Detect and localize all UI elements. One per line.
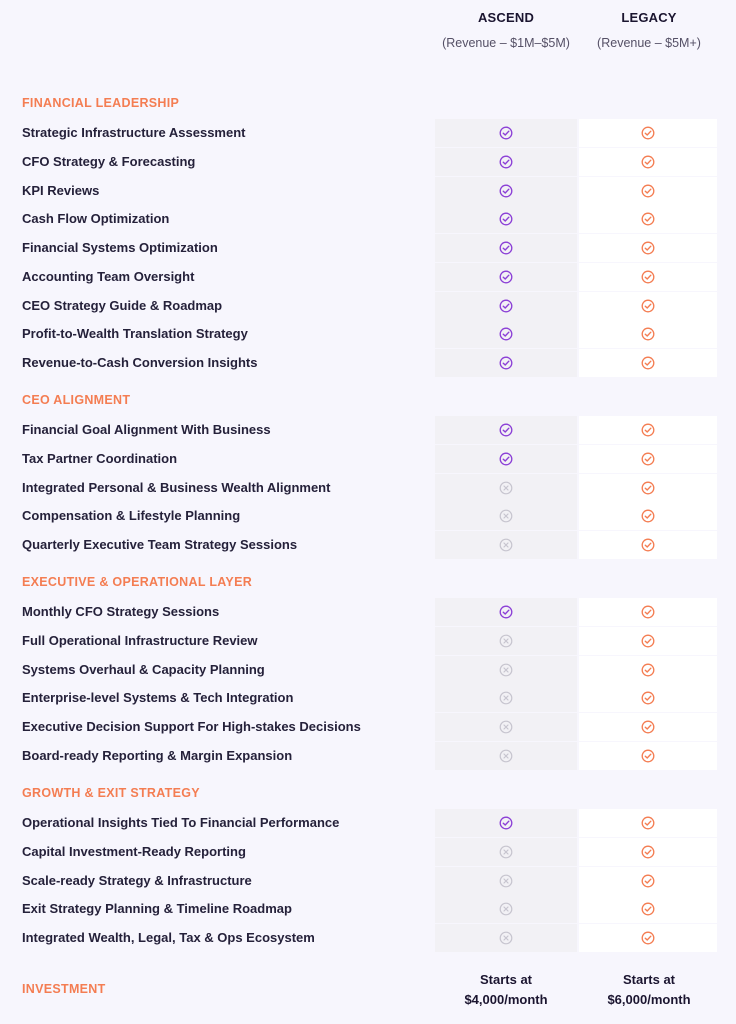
feature-row xyxy=(0,292,736,320)
plan-header-legacy xyxy=(578,10,720,53)
feature-row xyxy=(0,416,736,444)
feature-row xyxy=(0,684,736,712)
plan-subtitle-ascend: (Revenue – $1M–$5M) xyxy=(442,36,570,50)
feature-row xyxy=(0,445,736,473)
investment-row xyxy=(0,966,736,1016)
feature-row xyxy=(0,234,736,262)
ascend-check-icon xyxy=(435,809,577,837)
feature-row xyxy=(0,924,736,952)
legacy-check-icon xyxy=(579,148,717,176)
feature-row xyxy=(0,838,736,866)
feature-row xyxy=(0,205,736,233)
feature-row xyxy=(0,598,736,626)
plan-name-legacy: LEGACY xyxy=(621,10,677,25)
feature-label: Financial Goal Alignment With Business xyxy=(22,422,271,437)
legacy-check-icon xyxy=(579,177,717,205)
feature-row xyxy=(0,474,736,502)
section-title: EXECUTIVE & OPERATIONAL LAYER xyxy=(22,575,253,589)
feature-label: Profit-to-Wealth Translation Strategy xyxy=(22,326,248,342)
section-title: CEO ALIGNMENT xyxy=(22,393,131,407)
feature-row xyxy=(0,320,736,348)
plan-header-ascend xyxy=(435,10,577,53)
ascend-check-icon xyxy=(435,598,577,626)
legacy-check-icon xyxy=(579,445,717,473)
ascend-check-icon xyxy=(435,234,577,262)
legacy-check-icon xyxy=(579,684,717,712)
ascend-not-included-icon xyxy=(435,924,577,952)
ascend-check-icon xyxy=(435,119,577,147)
legacy-check-icon xyxy=(579,809,717,837)
ascend-check-icon xyxy=(435,349,577,377)
feature-label: Operational Insights Tied To Financial Performance xyxy=(22,815,340,830)
feature-row xyxy=(0,263,736,291)
legacy-check-icon xyxy=(579,349,717,377)
ascend-check-icon xyxy=(435,263,577,291)
feature-row xyxy=(0,656,736,684)
ascend-not-included-icon xyxy=(435,502,577,530)
legacy-check-icon xyxy=(579,598,717,626)
feature-label: CEO Strategy Guide & Roadmap xyxy=(22,297,223,313)
price-ascend-prefix: Starts at xyxy=(479,972,533,987)
section-title: GROWTH & EXIT STRATEGY xyxy=(22,786,200,800)
feature-label: Full Operational Infrastructure Review xyxy=(22,632,258,648)
feature-row xyxy=(0,895,736,923)
feature-row xyxy=(0,742,736,770)
feature-label: Cash Flow Optimization xyxy=(22,211,170,227)
ascend-not-included-icon xyxy=(435,838,577,866)
feature-label: Board-ready Reporting & Margin Expansion xyxy=(22,747,293,763)
legacy-check-icon xyxy=(579,895,717,923)
feature-label: Accounting Team Oversight xyxy=(22,268,195,284)
feature-row xyxy=(0,713,736,741)
feature-row xyxy=(0,148,736,176)
legacy-check-icon xyxy=(579,502,717,530)
legacy-check-icon xyxy=(579,292,717,320)
ascend-check-icon xyxy=(435,205,577,233)
feature-label: Systems Overhaul & Capacity Planning xyxy=(22,661,265,677)
feature-label: Scale-ready Strategy & Infrastructure xyxy=(22,872,252,888)
ascend-check-icon xyxy=(435,445,577,473)
section-title: FINANCIAL LEADERSHIP xyxy=(22,96,180,110)
ascend-check-icon xyxy=(435,148,577,176)
feature-row xyxy=(0,627,736,655)
feature-label: Integrated Personal & Business Wealth Alignment xyxy=(22,479,331,495)
feature-label: Revenue-to-Cash Conversion Insights xyxy=(22,355,258,370)
feature-label: Integrated Wealth, Legal, Tax & Ops Ecosystem xyxy=(22,930,315,945)
legacy-check-icon xyxy=(579,627,717,655)
feature-label: KPI Reviews xyxy=(22,182,100,198)
feature-label: Executive Decision Support For High-stakes Decisions xyxy=(22,719,361,734)
feature-row xyxy=(0,177,736,205)
legacy-check-icon xyxy=(579,838,717,866)
feature-label: Strategic Infrastructure Assessment xyxy=(22,125,246,140)
legacy-check-icon xyxy=(579,713,717,741)
plan-name-ascend: ASCEND xyxy=(477,10,535,25)
feature-label: Tax Partner Coordination xyxy=(22,450,178,466)
feature-label: Exit Strategy Planning & Timeline Roadmap xyxy=(22,901,292,917)
feature-label: Monthly CFO Strategy Sessions xyxy=(22,604,220,619)
ascend-not-included-icon xyxy=(435,713,577,741)
legacy-check-icon xyxy=(579,924,717,952)
legacy-check-icon xyxy=(579,205,717,233)
legacy-check-icon xyxy=(579,119,717,147)
feature-label: Financial Systems Optimization xyxy=(22,240,218,255)
price-ascend xyxy=(435,970,577,1010)
ascend-not-included-icon xyxy=(435,742,577,770)
price-legacy xyxy=(578,970,720,1010)
feature-label: Quarterly Executive Team Strategy Sessions xyxy=(22,537,298,552)
ascend-check-icon xyxy=(435,292,577,320)
price-legacy-prefix: Starts at xyxy=(622,972,676,987)
price-ascend-amount: $4,000/month xyxy=(464,992,548,1007)
legacy-check-icon xyxy=(579,320,717,348)
legacy-check-icon xyxy=(579,263,717,291)
feature-row xyxy=(0,867,736,895)
legacy-check-icon xyxy=(579,474,717,502)
ascend-not-included-icon xyxy=(435,531,577,559)
legacy-check-icon xyxy=(579,234,717,262)
feature-row xyxy=(0,502,736,530)
ascend-check-icon xyxy=(435,177,577,205)
feature-label: Compensation & Lifestyle Planning xyxy=(22,508,241,524)
feature-label: Enterprise-level Systems & Tech Integration xyxy=(22,690,294,706)
legacy-check-icon xyxy=(579,531,717,559)
price-legacy-amount: $6,000/month xyxy=(607,992,691,1007)
legacy-check-icon xyxy=(579,416,717,444)
ascend-check-icon xyxy=(435,320,577,348)
feature-row xyxy=(0,349,736,377)
feature-row xyxy=(0,531,736,559)
ascend-not-included-icon xyxy=(435,895,577,923)
ascend-not-included-icon xyxy=(435,684,577,712)
legacy-check-icon xyxy=(579,742,717,770)
investment-label: INVESTMENT xyxy=(22,982,106,996)
legacy-check-icon xyxy=(579,656,717,684)
ascend-not-included-icon xyxy=(435,867,577,895)
ascend-not-included-icon xyxy=(435,474,577,502)
legacy-check-icon xyxy=(579,867,717,895)
feature-row xyxy=(0,809,736,837)
feature-label: CFO Strategy & Forecasting xyxy=(22,153,196,169)
ascend-not-included-icon xyxy=(435,656,577,684)
plans-header xyxy=(0,0,736,80)
ascend-check-icon xyxy=(435,416,577,444)
feature-label: Capital Investment-Ready Reporting xyxy=(22,843,246,859)
feature-row xyxy=(0,119,736,147)
plan-subtitle-legacy: (Revenue – $5M+) xyxy=(597,36,701,50)
ascend-not-included-icon xyxy=(435,627,577,655)
